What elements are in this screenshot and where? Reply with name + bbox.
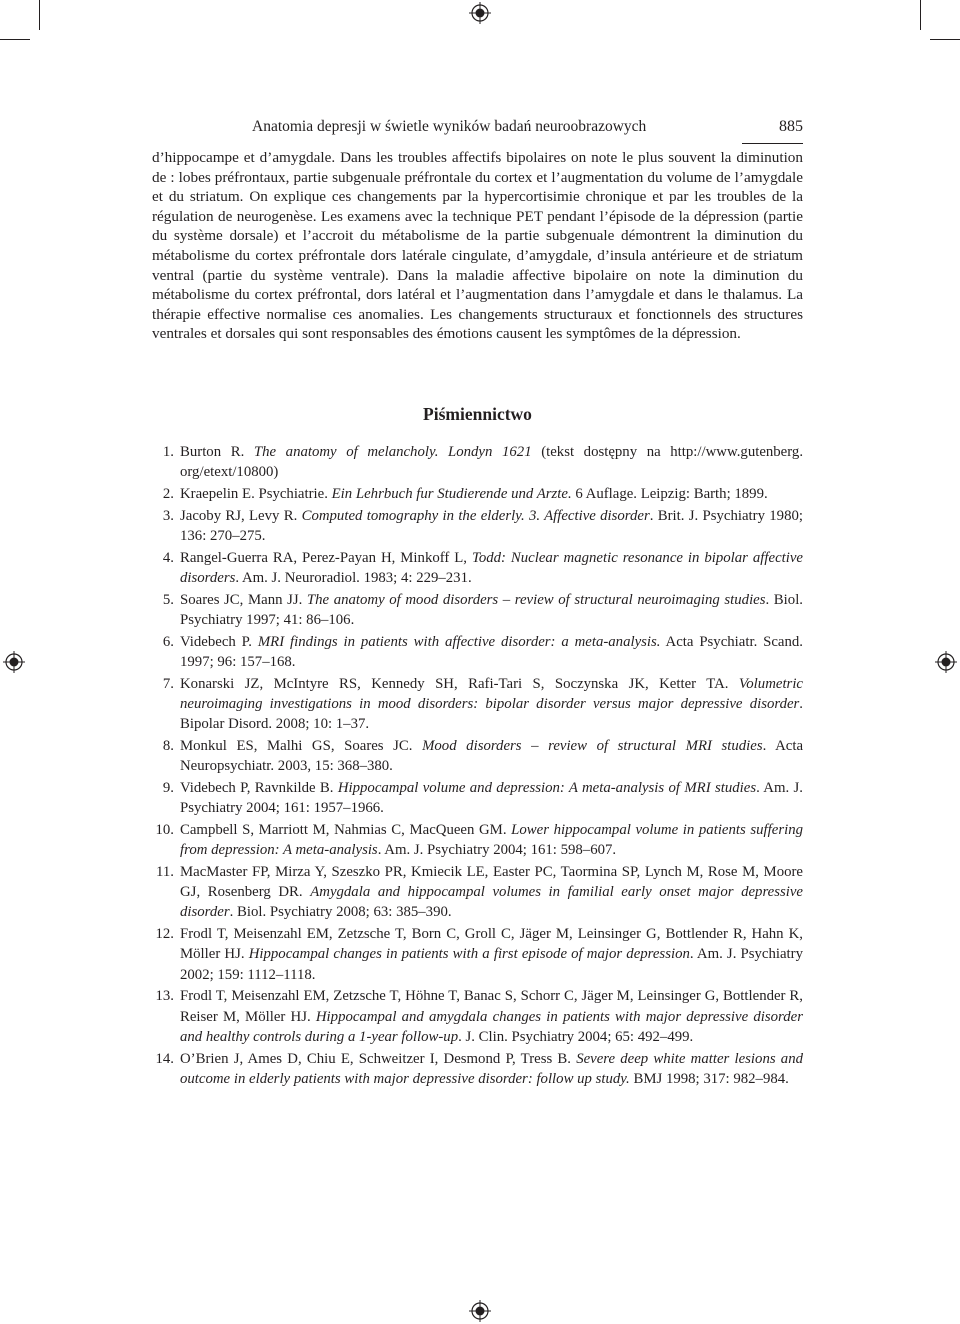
reference-source: . Am. J. Neuroradiol. 1983; 4: 229–231.	[235, 570, 472, 586]
reference-title: Amygdala and hippocampal volumes in familial early onset major depressive disorder	[180, 884, 803, 921]
reference-item	[152, 632, 803, 672]
reference-number: 6.	[162, 633, 174, 650]
reference-authors: Videbech P.	[180, 633, 258, 650]
reference-title: MRI findings in patients with affective disorder: a meta-analysis.	[257, 633, 661, 650]
reference-source: . J. Clin. Psychiatry 2004; 65: 492–499.	[458, 1028, 694, 1045]
reference-number: 8.	[162, 738, 174, 754]
page-number: 885	[779, 118, 803, 135]
reference-number: 14.	[155, 1050, 174, 1067]
reference-title: Ein Lehrbuch fur Studierende und Arzte.	[331, 486, 572, 502]
crop-mark	[0, 39, 30, 40]
reference-authors: MacMaster FP, Mirza Y, Szeszko PR, Kmiecik LE, Easter PC, Taormina SP, Lynch M, Rose M, Moore GJ, Rosenberg DR.	[180, 864, 803, 901]
reference-number: 13.	[155, 988, 174, 1005]
reference-source: Acta Psychiatr. Scand. 1997; 96: 157–168.	[180, 633, 803, 670]
reference-number: 5.	[162, 591, 174, 608]
reference-number: 4.	[162, 549, 174, 566]
reference-title: Computed tomography in the elderly. 3. Affective disorder	[301, 507, 650, 524]
reference-authors: Konarski JZ, McIntyre RS, Kennedy SH, Rafi-Tari S, Soczynska JK, Ketter TA.	[180, 675, 739, 692]
reference-authors: Frodl T, Meisenzahl EM, Zetzsche T, Born C, Groll C, Jäger M, Leinsinger G, Bottlender R, Hahn K, Möller HJ.	[180, 926, 803, 963]
running-head-title: Anatomia depresji w świetle wyników badań neuroobrazowych	[252, 118, 647, 135]
reference-source: . Am. J. Psychiatry 2004; 161: 598–607.	[377, 842, 617, 859]
reference-title: Mood disorders – review of structural MRI studies	[422, 738, 763, 754]
reference-source: . Am. J. Psychiatry 2004; 161: 1957–1966.	[180, 780, 803, 817]
reference-item	[152, 506, 803, 546]
section-title: Piśmiennictwo	[423, 404, 532, 424]
reference-title: Hippocampal and amygdala changes in patients with major depressive disorder and healthy controls during a 1-year follow-up	[180, 1008, 803, 1045]
reference-title: Lower hippocampal volume in patients suffering from depression: A meta-analysis	[180, 822, 803, 859]
reference-number: 9.	[162, 780, 174, 796]
reference-number: 12.	[155, 926, 174, 943]
reference-source: . Biol. Psychiatry 1997; 41: 86–106.	[180, 591, 803, 628]
reference-source: BMJ 1998; 317: 982–984.	[629, 1070, 789, 1087]
reference-source: . Biol. Psychiatry 2008; 63: 385–390.	[229, 904, 452, 921]
reference-source: . Brit. J. Psychiatry 1980; 136: 270–275.	[180, 507, 803, 544]
reference-title: Todd: Nuclear magnetic resonance in bipolar affective disorders	[180, 549, 803, 586]
reference-item	[152, 590, 803, 630]
reference-item	[152, 484, 803, 504]
reference-item	[152, 778, 803, 818]
reference-title: Volumetric neuroimaging investigations in mood disorders: bipolar disorder versus major depressive disorder	[180, 675, 803, 712]
crop-mark	[920, 0, 921, 30]
reference-title: Severe deep white matter lesions and outcome in elderly patients with major depressive disorder: follow up study.	[180, 1050, 804, 1087]
reference-authors: Burton R.	[180, 444, 254, 460]
reference-item	[152, 986, 803, 1047]
reference-authors: Campbell S, Marriott M, Nahmias C, MacQueen GM.	[180, 822, 512, 838]
reference-number: 10.	[155, 822, 174, 838]
reference-number: 3.	[162, 507, 174, 524]
reference-authors: Monkul ES, Malhi GS, Soares JC.	[180, 738, 423, 754]
registration-mark-icon	[3, 651, 25, 673]
registration-mark-icon	[935, 651, 957, 673]
crop-mark	[930, 39, 960, 40]
reference-authors: Rangel-Guerra RA, Perez-Payan H, Minkoff L,	[180, 549, 472, 566]
reference-authors: Videbech P, Ravnkilde B.	[180, 780, 338, 796]
crop-mark	[39, 0, 40, 30]
reference-item	[152, 862, 803, 923]
reference-title: The anatomy of melancholy. Londyn 1621	[253, 444, 532, 460]
reference-source: . Am. J. Psychiatry 2002; 159: 1112–1118.	[180, 946, 803, 983]
reference-authors: Kraepelin E. Psychiatrie.	[180, 486, 332, 502]
reference-title: Hippocampal volume and depression: A meta-analysis of MRI studies	[337, 780, 757, 796]
reference-source: 6 Auflage. Leipzig: Barth; 1899.	[571, 486, 768, 502]
reference-number: 2.	[162, 486, 174, 502]
reference-source: (tekst dostępny na http://www.gutenberg. org/etext/10800)	[180, 444, 804, 481]
reference-item	[152, 442, 803, 482]
reference-source: . Acta Neuropsychiatr. 2003, 15: 368–380.	[180, 738, 804, 775]
reference-authors: O’Brien J, Ames D, Chiu E, Schweitzer I, Desmond P, Tress B.	[180, 1050, 577, 1067]
reference-item	[152, 548, 803, 588]
reference-number: 7.	[162, 675, 174, 692]
registration-mark-icon	[469, 1300, 491, 1322]
reference-authors: Frodl T, Meisenzahl EM, Zetzsche T, Höhne T, Banac S, Schorr C, Jäger M, Leinsinger G, Bottlender R, Reiser M, Möller HJ.	[180, 988, 803, 1025]
reference-source: . Bipolar Disord. 2008; 10: 1–37.	[180, 696, 803, 733]
registration-mark-icon	[469, 2, 491, 24]
reference-number: 11.	[156, 864, 174, 880]
running-head	[152, 118, 803, 138]
header-rule	[742, 143, 803, 144]
reference-item	[152, 924, 803, 985]
reference-item	[152, 736, 803, 776]
reference-item	[152, 1049, 803, 1089]
reference-item	[152, 820, 803, 860]
body-paragraph: d’hippocampe et d’amygdale. Dans les troubles affectifs bipolaires on note le plus souvent la diminution de : lobes préfrontaux, partie subgenuale préfrontale du cortex et l’augmentation du volume de l’amygdale et du striatum. On explique ces changements par la hypercortisimie chronique et par les troubles de la régulation de neurogenèse. Les examens avec la technique PET pendant l’épisode de la dépression (partie du système dorsale) et l’accroit du métabolisme de la partie subgenuale démontrent la diminution du métabolisme du cortex préfrontale dors latérale cingulate, d’amygdale, d’insula antérieure et de striatum ventral (partie du système ventrale). Dans la maladie affective bipolaire on note la diminution du métabolisme du cortex préfrontal, dors latéral et l’augmentation dans l’amygdale et dans le thalamus. La thérapie effective normalise ces anomalies. Les changements structuraux et fonctionnels des structures ventrales et dorsales qui sont responsables des émotions causent les symptômes de la dépression.	[152, 149, 803, 343]
reference-list	[152, 442, 803, 1091]
reference-authors: Jacoby RJ, Levy R.	[180, 507, 302, 524]
reference-number: 1.	[162, 444, 174, 460]
reference-title: Hippocampal changes in patients with a first episode of major depression	[248, 946, 690, 963]
reference-item	[152, 674, 803, 735]
reference-authors: Soares JC, Mann JJ.	[180, 591, 307, 608]
reference-title: The anatomy of mood disorders – review of structural neuroimaging studies	[306, 591, 766, 608]
